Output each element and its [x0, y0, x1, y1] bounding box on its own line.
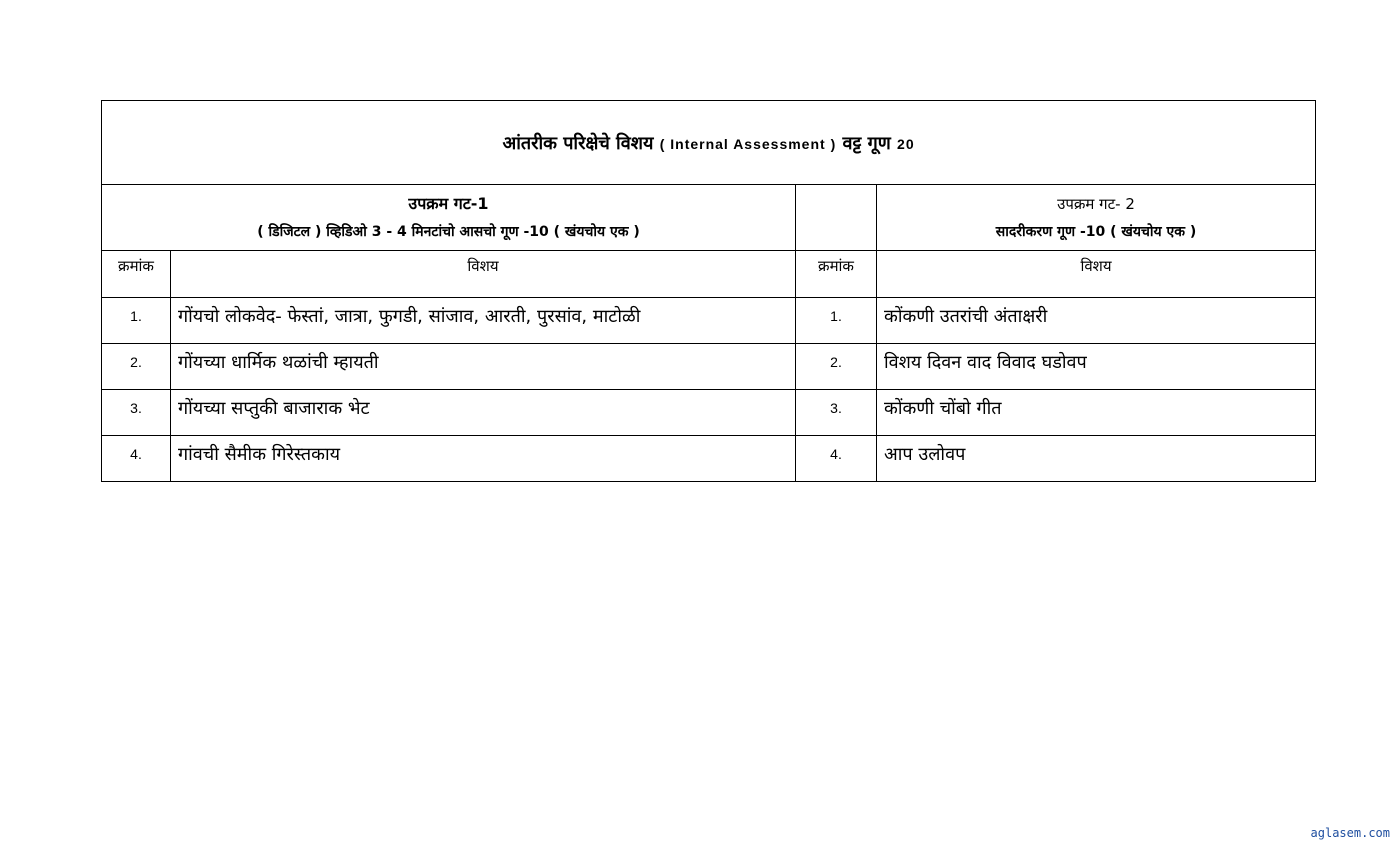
row-right-number: 3. [796, 390, 877, 436]
row-right-topic: आप उलोवप [877, 436, 1316, 482]
title-suffix: वट्ट गूण [842, 132, 891, 154]
row-right-number: 1. [796, 298, 877, 344]
group-2-header [877, 185, 1316, 251]
row-left-topic: गांवची सैमीक गिरेस्तकाय [171, 436, 796, 482]
group-2-subtitle: सादरीकरण गूण -10 ( खंयचोय एक ) [995, 223, 1197, 240]
header-right-number: क्रमांक [796, 251, 877, 298]
group-2-title: उपक्रम गट- 2 [1057, 194, 1135, 213]
title-devanagari: आंतरीक परिक्षेचे विशय [502, 132, 654, 154]
row-left-number: 2. [102, 344, 171, 390]
internal-assessment-table [101, 100, 1316, 482]
row-right-topic: विशय दिवन वाद विवाद घडोवप [877, 344, 1316, 390]
row-left-topic: गोंयच्या धार्मिक थळांची म्हायती [171, 344, 796, 390]
table-row [102, 298, 1316, 344]
header-left-number: क्रमांक [102, 251, 171, 298]
header-right-topic: विशय [877, 251, 1316, 298]
group-1-header [102, 185, 796, 251]
table-row [102, 390, 1316, 436]
row-left-number: 3. [102, 390, 171, 436]
group-1-title: उपक्रम गट-1 [408, 193, 489, 213]
table-title [102, 101, 1316, 185]
group-1-subtitle: ( डिजिटल ) व्हिडिओ 3 - 4 मिनटांचो आसचो गूण -10 ( खंयचोय एक ) [257, 223, 640, 240]
header-left-topic: विशय [171, 251, 796, 298]
title-marks: 20 [897, 135, 915, 152]
row-left-number: 1. [102, 298, 171, 344]
row-left-topic: गोंयच्या सप्तुकी बाजाराक भेट [171, 390, 796, 436]
row-right-number: 2. [796, 344, 877, 390]
table-row [102, 344, 1316, 390]
row-left-topic: गोंयचो लोकवेद- फेस्तां, जात्रा, फुगडी, सांजाव, आरती, पुरसांव, माटोळी [171, 298, 796, 344]
table-row [102, 436, 1316, 482]
watermark: aglasem.com [1310, 826, 1390, 840]
row-right-topic: कोंकणी उतरांची अंताक्षरी [877, 298, 1316, 344]
title-latin: ( Internal Assessment ) [659, 135, 837, 152]
row-right-topic: कोंकणी चोंबो गीत [877, 390, 1316, 436]
row-right-number: 4. [796, 436, 877, 482]
row-left-number: 4. [102, 436, 171, 482]
group-spacer-cell [796, 185, 877, 251]
